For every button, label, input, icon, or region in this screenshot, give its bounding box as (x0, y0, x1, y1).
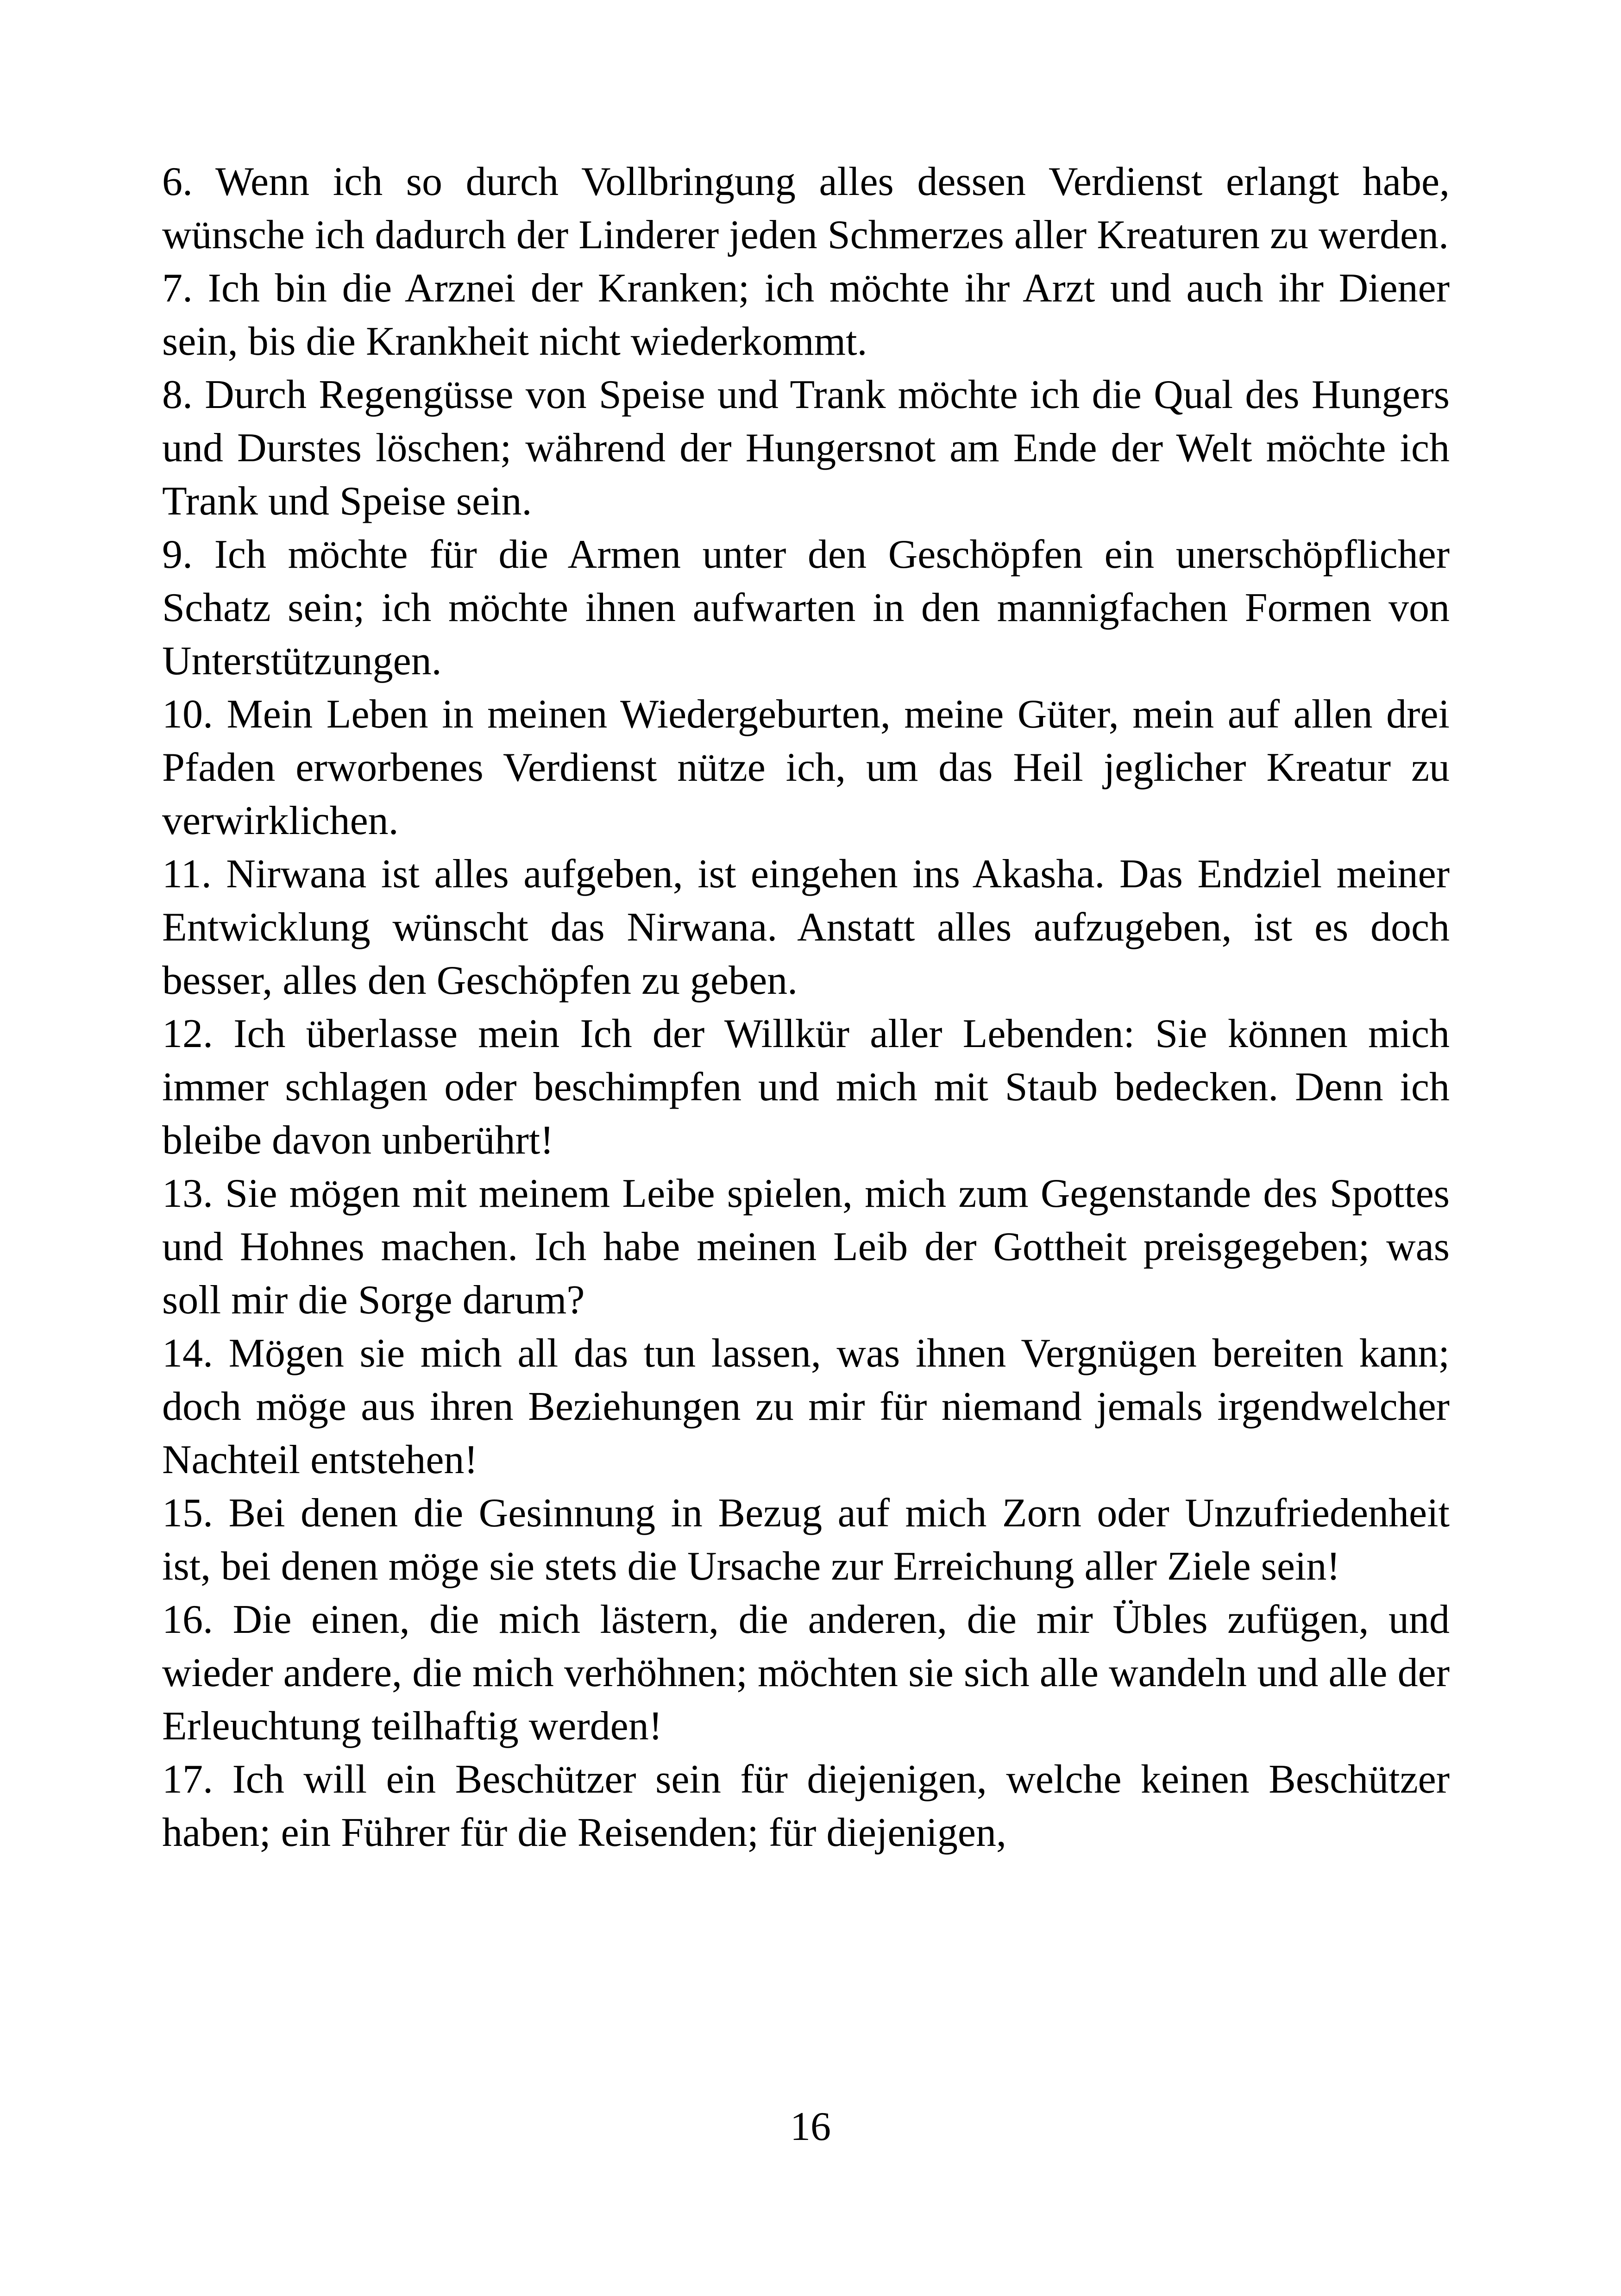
verse-13: 13. Sie mögen mit meinem Leibe spielen, mich zum Gegenstande des Spottes und Hohnes machen. Ich habe meinen Leib der Gottheit preisgegeben; was soll mir die Sorge darum? (162, 1171, 1450, 1323)
page-number: 16 (790, 2104, 831, 2149)
verse-10: 10. Mein Leben in meinen Wiedergeburten, meine Güter, mein auf allen drei Pfaden erworbenes Verdienst nütze ich, um das Heil jeglicher Kreatur zu verwirklichen. (162, 692, 1450, 843)
verse-8: 8. Durch Regengüsse von Speise und Trank möchte ich die Qual des Hungers und Durstes löschen; während der Hungersnot am Ende der Welt möchte ich Trank und Speise sein. (162, 372, 1450, 524)
verse-11: 11. Nirwana ist alles aufgeben, ist eingehen ins Akasha. Das Endziel meiner Entwicklung wünscht das Nirwana. Anstatt alles aufzugeben, ist es doch besser, alles den Geschöpfen zu geben. (162, 852, 1450, 1003)
verse-7: 7. Ich bin die Arznei der Kranken; ich möchte ihr Arzt und auch ihr Diener sein, bis die Krankheit nicht wiederkommt. (162, 266, 1450, 364)
text-column (162, 155, 1450, 1859)
verse-9: 9. Ich möchte für die Armen unter den Geschöpfen ein unerschöpflicher Schatz sein; ich möchte ihnen aufwarten in den mannigfachen Formen von Unterstützungen. (162, 532, 1450, 684)
verse-14: 14. Mögen sie mich all das tun lassen, was ihnen Vergnügen bereiten kann; doch möge aus ihren Beziehungen zu mir für niemand jemals irgendwelcher Nachteil entstehen! (162, 1331, 1450, 1482)
verse-15: 15. Bei denen die Gesinnung in Bezug auf mich Zorn oder Unzufriedenheit ist, bei denen möge sie stets die Ursache zur Erreichung aller Ziele sein! (162, 1491, 1450, 1589)
verse-17: 17. Ich will ein Beschützer sein für diejenigen, welche keinen Beschützer haben; ein Führer für die Reisenden; für diejenigen, (162, 1757, 1450, 1855)
verse-16: 16. Die einen, die mich lästern, die anderen, die mir Übles zufügen, und wieder andere, die mich verhöhnen; möchten sie sich alle wandeln und alle der Erleuchtung teilhaftig werden! (162, 1597, 1450, 1749)
verse-6: 6. Wenn ich so durch Vollbringung alles dessen Verdienst erlangt habe, wünsche ich dadurch der Linderer jeden Schmerzes aller Kreaturen zu werden. (162, 159, 1450, 257)
verse-12: 12. Ich überlasse mein Ich der Willkür aller Lebenden: Sie können mich immer schlagen oder beschimpfen und mich mit Staub bedecken. Denn ich bleibe davon unberührt! (162, 1011, 1450, 1163)
